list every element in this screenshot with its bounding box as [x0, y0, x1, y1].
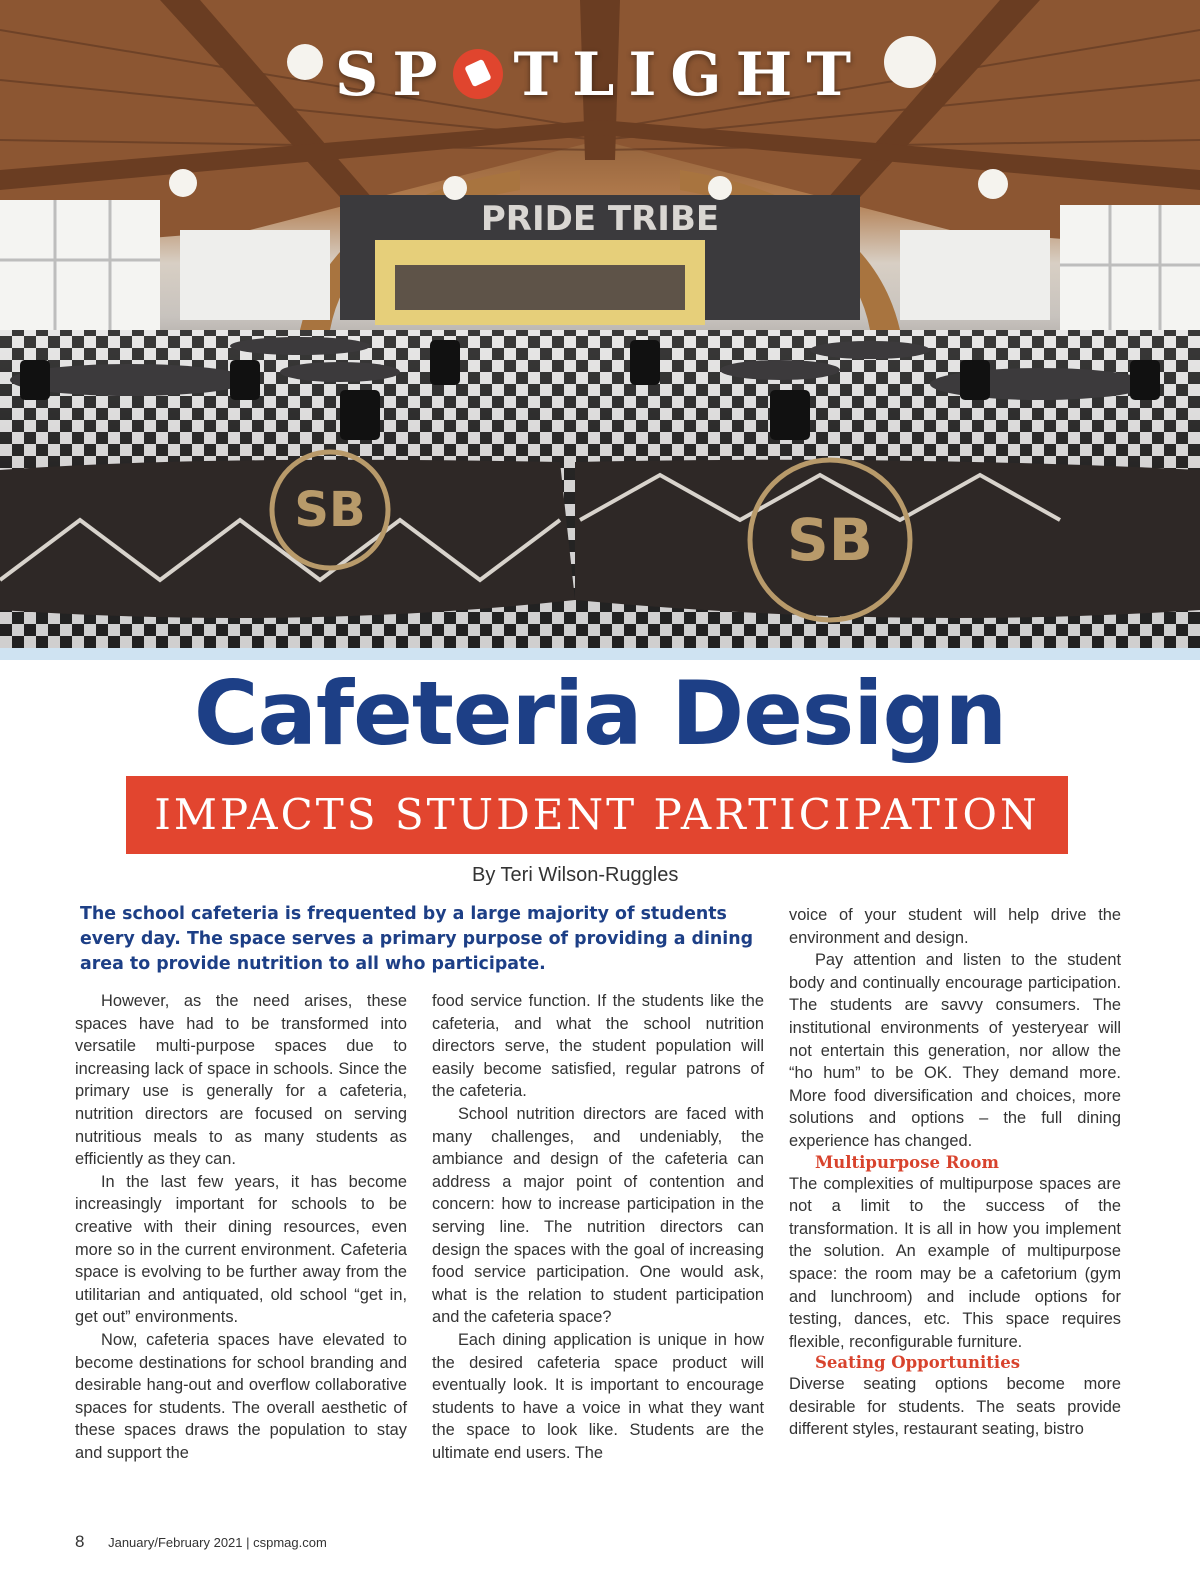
- issue-info: January/February 2021 | cspmag.com: [108, 1535, 327, 1550]
- page-footer: [75, 1532, 327, 1552]
- article-subtitle: IMPACTS STUDENT PARTICIPATION: [154, 790, 1040, 839]
- lede-paragraph: The school cafeteria is frequented by a large majority of students every day. The space serves a primary purpose of providing a dining area to provide nutrition to all who participate.: [80, 904, 754, 974]
- spotlight-text-start: SP: [335, 40, 452, 110]
- svg-text:SB: SB: [294, 482, 366, 538]
- cafeteria-photo: [0, 0, 1200, 658]
- page-number: 8: [75, 1532, 85, 1551]
- body-paragraph: Each dining application is unique in how the desired cafeteria space product will eventually look. It is important to encourage students to have a voice in what they want the space to look like. Students are the ultimate end users. The: [432, 1330, 764, 1462]
- body-paragraph: In the last few years, it has become increasingly important for schools to be creative with their dining resources, even more so in the current environment. Cafeteria space is evolving to be further away from the utilitarian and antiquated, old school “get in, get out” environments.: [75, 1172, 407, 1327]
- body-paragraph: Now, cafeteria spaces have elevated to become destinations for school branding and desirable hang-out and overflow collaborative spaces for students. The overall aesthetic of these spaces draws the population to stay and support the: [75, 1330, 407, 1462]
- section-heading-multipurpose: Multipurpose Room: [815, 1152, 999, 1172]
- body-paragraph: However, as the need arises, these spaces have had to be transformed into versatile multi-purpose spaces due to increasing lack of space in schools. Since the primary use is generally for a cafeteria, nutrition directors are focused on serving nutritious meals to as many students as efficiently as they can.: [75, 992, 407, 1169]
- svg-text:PRIDE TRIBE: PRIDE TRIBE: [480, 199, 720, 239]
- spotlight-banner: [0, 40, 1200, 110]
- column-1: [75, 990, 407, 1464]
- body-paragraph: Diverse seating options become more desirable for students. The seats provide different styles, restaurant seating, bistro: [789, 1375, 1121, 1439]
- column-2: [432, 990, 764, 1464]
- spotlight-text-end: TLIGHT: [513, 40, 865, 110]
- divider-band: [0, 648, 1200, 660]
- svg-text:SB: SB: [787, 506, 873, 574]
- body-paragraph: School nutrition directors are faced with many challenges, and undeniably, the ambiance and design of the cafeteria can address a major point of contention and concern: how to increase participation in the serving line. The nutrition directors can design the spaces with the goal of increasing food service participation. One would ask, what is the relation to student participation and the cafeteria space?: [432, 1104, 764, 1327]
- body-paragraph: Pay attention and listen to the student body and continually encourage participation. The students are savvy consumers. The institutional environments of yesteryear will not entertain this generation, nor allow the “ho hum” to be OK. They demand more. More food diversification and choices, more solutions and options – the full dining experience has changed.: [789, 951, 1121, 1150]
- byline: By Teri Wilson-Ruggles: [472, 864, 679, 886]
- body-paragraph: food service function. If the students like the cafeteria, and what the school nutrition directors serve, the student population will easily become satisfied, regular patrons of the cafeteria.: [432, 992, 764, 1101]
- article-title: Cafeteria Design: [193, 662, 1007, 765]
- column-3: [789, 904, 1121, 1441]
- spotlight-icon: [453, 49, 503, 99]
- body-paragraph: voice of your student will help drive the environment and design.: [789, 906, 1121, 947]
- body-paragraph: The complexities of multipurpose spaces are not a limit to the success of the transformation. It is all in how you implement the solution. An example of multipurpose space: the room may be a cafetorium (gym and lunchroom) and include options for testing, dances, etc. This space requires flexible, reconfigurable furniture.: [789, 1174, 1121, 1351]
- section-heading-seating: Seating Opportunities: [815, 1353, 1020, 1373]
